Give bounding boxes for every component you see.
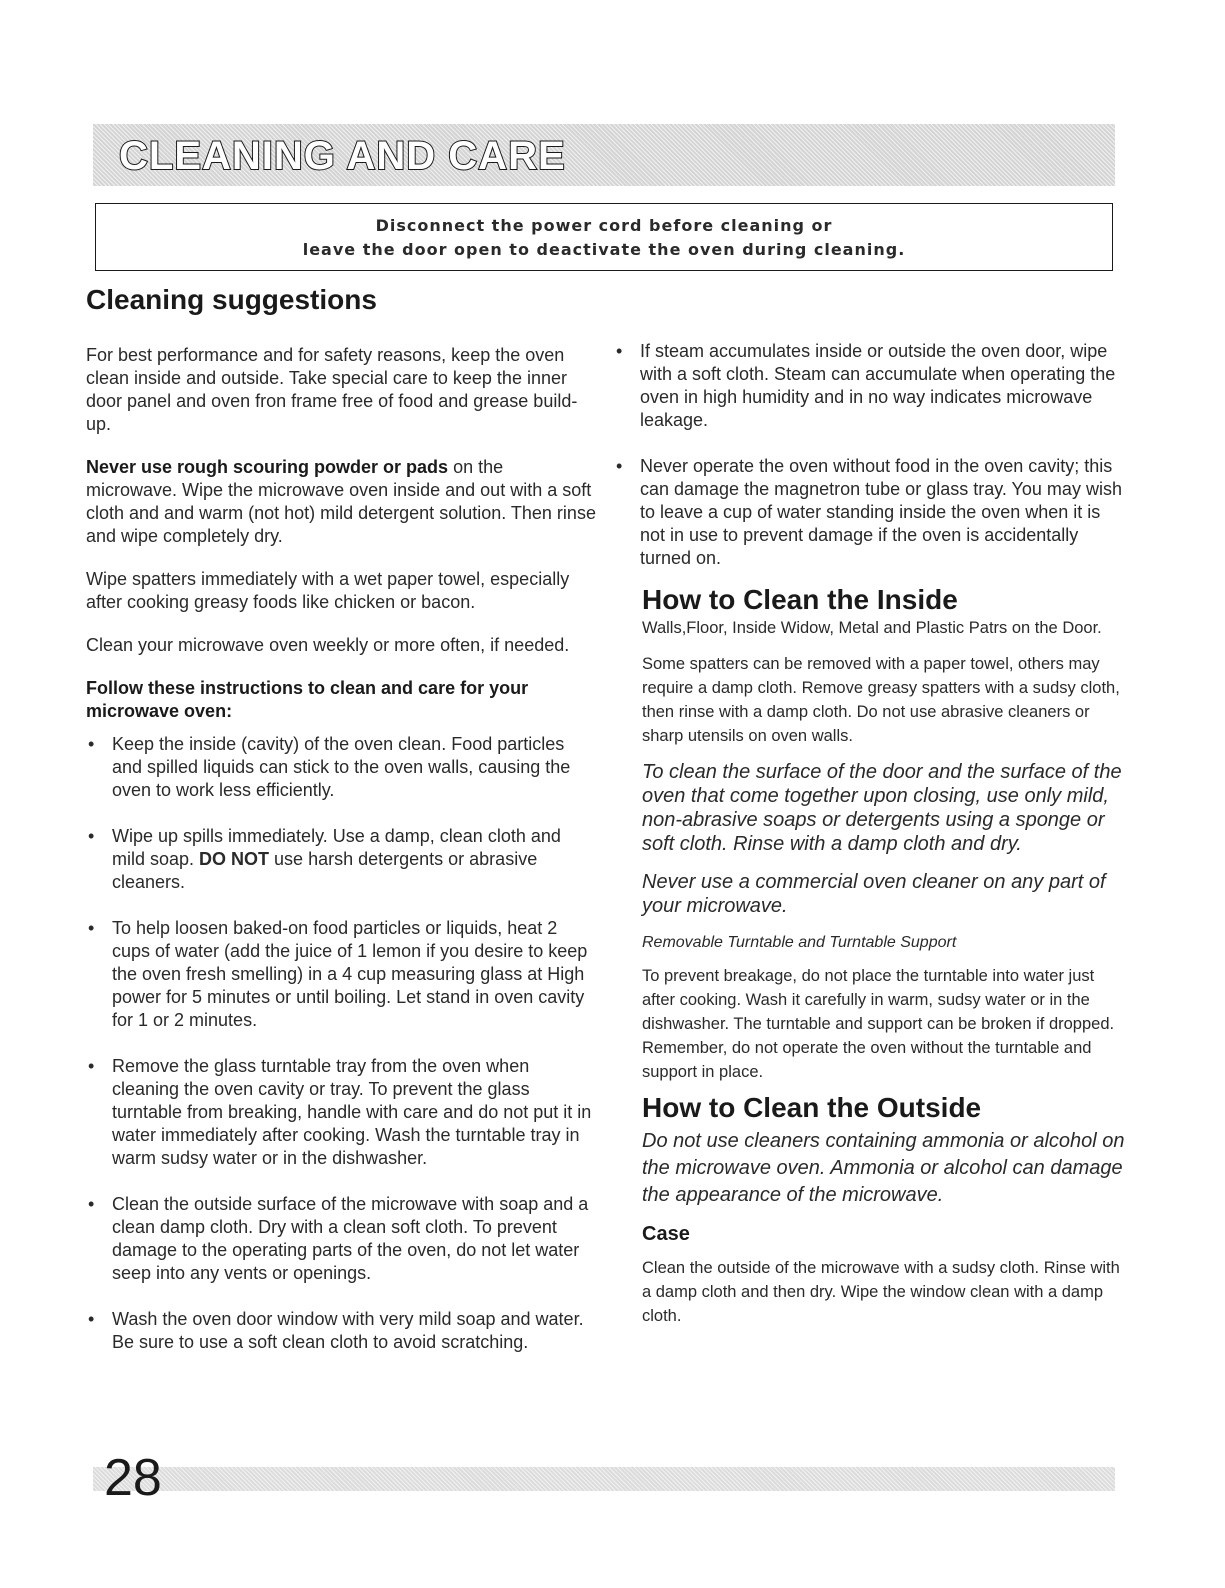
bullet-icon: •	[616, 456, 623, 476]
weekly-paragraph: Clean your microwave oven weekly or more often, if needed.	[86, 635, 570, 655]
follow-instructions-heading: Follow these instructions to clean and care for your microwave oven:	[86, 678, 529, 721]
list-item-text-after: use harsh detergents or abrasive cleaners.	[112, 849, 538, 892]
bullet-icon: •	[88, 734, 95, 754]
list-item	[614, 455, 1129, 570]
warning-text-line-1: Disconnect the power cord before cleaning or	[375, 216, 833, 235]
spatters-paragraph: Wipe spatters immediately with a wet paper towel, especially after cooking greasy foods like chicken or bacon.	[86, 569, 570, 612]
cleaning-suggestions-heading: Cleaning suggestions	[86, 284, 377, 315]
list-item	[86, 1055, 596, 1170]
bullet-icon: •	[88, 1309, 95, 1329]
warning-text-line-2: leave the door open to deactivate the oven during cleaning.	[302, 240, 906, 259]
do-not-bold: DO NOT	[199, 849, 270, 869]
bullet-icon: •	[88, 918, 95, 938]
list-item	[86, 825, 596, 894]
cleaning-sections	[614, 584, 1129, 1328]
list-item	[86, 733, 596, 802]
bullet-icon: •	[616, 341, 623, 361]
page-number: 28	[104, 1449, 162, 1507]
inside-subheading: Walls,Floor, Inside Widow, Metal and Plastic Patrs on the Door.	[642, 619, 1102, 637]
ammonia-warning-italic: Do not use cleaners containing ammonia or alcohol on the microwave oven. Ammonia or alcohol can damage the appearance of the microwave.	[642, 1130, 1125, 1206]
section-banner	[93, 124, 1115, 186]
turntable-heading: Removable Turntable and Turntable Support	[642, 934, 957, 951]
list-item-text: If steam accumulates inside or outside the oven door, wipe with a soft cloth. Steam can accumulate when operating the oven in high humidity and in no way indicates microwave leakage.	[640, 341, 1116, 430]
bullet-icon: •	[88, 826, 95, 846]
footer-bar	[93, 1467, 1115, 1491]
case-body: Clean the outside of the microwave with a sudsy cloth. Rinse with a damp cloth and then dry. Wipe the window clean with a damp cloth.	[642, 1259, 1120, 1325]
left-column	[86, 282, 596, 1377]
intro-paragraph: For best performance and for safety reasons, keep the oven clean inside and outside. Take special care to keep the inner door panel and oven fron frame free of food and grease build-up.	[86, 345, 578, 434]
list-item-text: To help loosen baked-on food particles or liquids, heat 2 cups of water (add the juice of 1 lemon if you desire to keep the oven fresh smelling) in a 4 cup measuring glass at High power for 5 minutes or until boiling. Let stand in oven cavity for 1 or 2 minutes.	[112, 918, 588, 1030]
bullet-icon: •	[88, 1194, 95, 1214]
list-item	[86, 917, 596, 1032]
case-heading: Case	[642, 1223, 690, 1245]
inside-body: Some spatters can be removed with a paper towel, others may require a damp cloth. Remove greasy spatters with a sudsy cloth, then rinse with a damp cloth. Do not use abrasive cleaners or sharp utensils on oven walls.	[642, 655, 1120, 745]
scouring-warning-rest: on the microwave. Wipe the microwave oven inside and out with a soft cloth and and warm (not hot) mild detergent solution. Then rinse and wipe completely dry.	[86, 457, 596, 546]
page-title: CLEANING AND CARE	[119, 134, 566, 178]
bullet-icon: •	[88, 1056, 95, 1076]
list-item	[614, 340, 1129, 432]
clean-inside-heading: How to Clean the Inside	[642, 584, 958, 615]
scouring-warning-bold: Never use rough scouring powder or pads	[86, 457, 449, 477]
list-item-text: Remove the glass turntable tray from the oven when cleaning the oven cavity or tray. To prevent the glass turntable from breaking, handle with care and do not put it in water immediately after cooking. Wash the turntable tray in warm sudsy water or in the dishwasher.	[112, 1056, 592, 1168]
list-item-text: Keep the inside (cavity) of the oven clean. Food particles and spilled liquids can stick to the oven walls, causing the oven to work less efficiently.	[112, 734, 571, 800]
turntable-body: To prevent breakage, do not place the turntable into water just after cooking. Wash it carefully in warm, sudsy water or in the dishwasher. The turntable and support can be broken if dropped. Remember, do not operate the oven without the turntable and support in place.	[642, 967, 1115, 1081]
warning-box	[95, 203, 1113, 271]
care-instructions-list	[86, 733, 596, 1354]
list-item-text: Wash the oven door window with very mild soap and water. Be sure to use a soft clean cloth to avoid scratching.	[112, 1309, 584, 1352]
steam-operation-list	[614, 340, 1129, 570]
list-item-text: Clean the outside surface of the microwave with soap and a clean damp cloth. Dry with a clean soft cloth. To prevent damage to the operating parts of the oven, do not let water seep into any vents or openings.	[112, 1194, 589, 1283]
commercial-cleaner-italic: Never use a commercial oven cleaner on any part of your microwave.	[642, 871, 1106, 917]
door-surface-italic: To clean the surface of the door and the surface of the oven that come together upon closing, use only mild, non-abrasive soaps or detergents using a sponge or soft cloth. Rinse with a damp cloth and dry.	[642, 761, 1122, 855]
list-item	[86, 1193, 596, 1285]
list-item-text: Never operate the oven without food in the oven cavity; this can damage the magnetron tube or glass tray. You may wish to leave a cup of water standing inside the oven when it is not in use to prevent damage if the oven is accidentally turned on.	[640, 456, 1122, 568]
clean-outside-heading: How to Clean the Outside	[642, 1092, 982, 1123]
list-item-text: Wipe up spills immediately. Use a damp, clean cloth and mild soap.	[112, 826, 561, 869]
right-column	[614, 340, 1129, 1348]
scouring-warning-paragraph	[86, 456, 596, 548]
list-item	[86, 1308, 596, 1354]
